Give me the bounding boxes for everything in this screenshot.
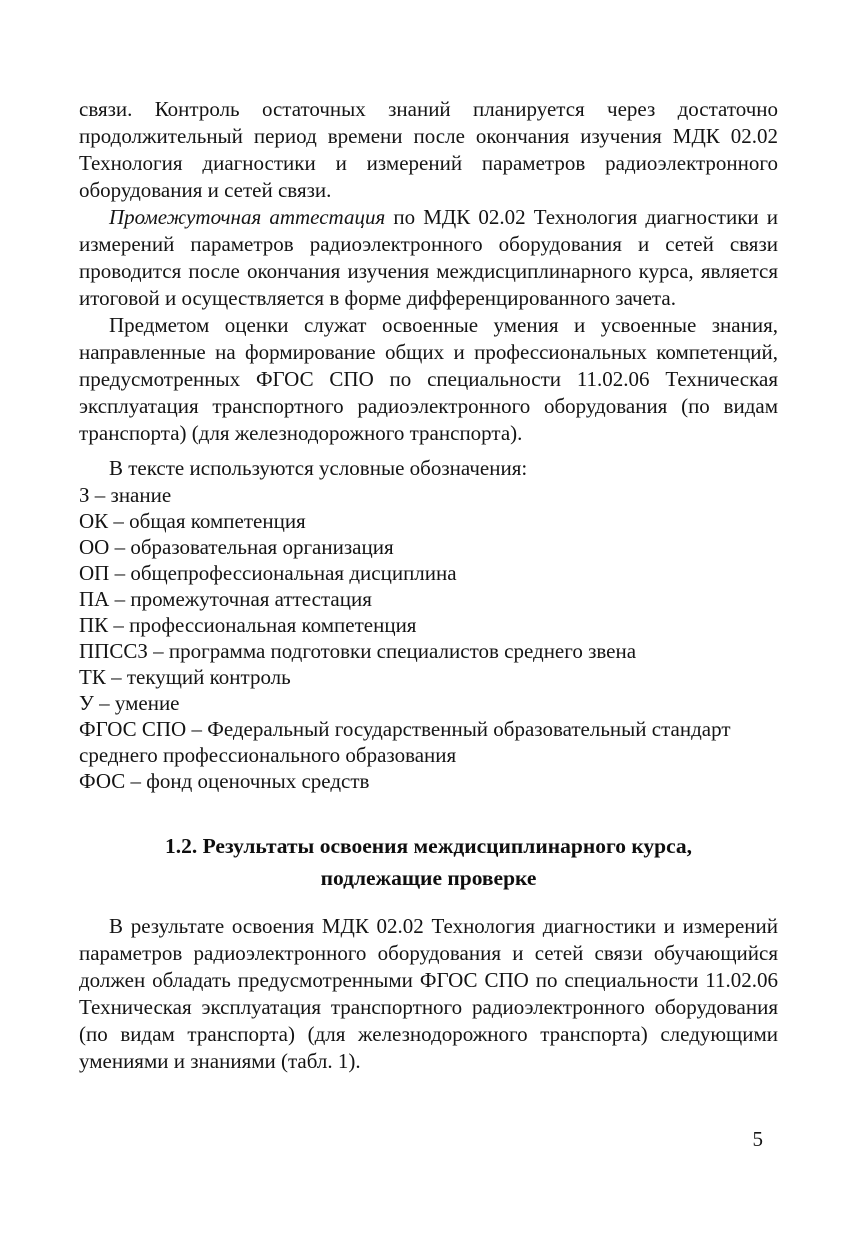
abbreviation-item-ok: ОК – общая компетенция (79, 509, 306, 533)
abbreviation-item-tk: ТК – текущий контроль (79, 665, 291, 689)
abbreviation-item-op: ОП – общепрофессиональная дисциплина (79, 561, 457, 585)
paragraph-residual-knowledge-control: связи. Контроль остаточных знаний планируется через достаточно продолжительный период времени после окончания изучения МДК 02.02 Технология диагностики и измерений параметров радиоэлектронного оборудования и сетей связи. (79, 97, 778, 202)
paragraph-interim-attestation (79, 204, 778, 312)
abbreviation-item-znanie: З – знание (79, 483, 172, 507)
page-number: 5 (752, 1127, 763, 1151)
interim-attestation-italic-lead: Промежуточная аттестация (109, 205, 386, 229)
abbreviation-item-pk: ПК – профессиональная компетенция (79, 613, 417, 637)
interim-attestation-rest: по МДК 02.02 Технология диагностики и измерений параметров радиоэлектронного оборудования и сетей связи проводится после окончания изучения междисциплинарного курса, является итоговой и осуществляется в форме дифференцированного зачета. (79, 205, 778, 310)
section-heading-line2: подлежащие проверке (320, 866, 537, 890)
abbreviation-item-pa: ПА – промежуточная аттестация (79, 587, 372, 611)
section-heading-line1: 1.2. Результаты освоения междисциплинарного курса, (164, 834, 693, 858)
page-content (79, 96, 778, 1075)
abbreviations-intro: В тексте используются условные обозначения: (109, 456, 528, 480)
paragraph-learning-outcomes: В результате освоения МДК 02.02 Технология диагностики и измерений параметров радиоэлектронного оборудования и сетей связи обучающийся должен обладать предусмотренными ФГОС СПО по специальности 11.02.06 Техническая эксплуатация транспортного радиоэлектронного оборудования (по видам транспорта) (для железнодорожного транспорта) следующими умениями и знаниями (табл. 1). (79, 914, 778, 1073)
abbreviation-item-oo: ОО – образовательная организация (79, 535, 394, 559)
abbreviation-item-ppssz: ППССЗ – программа подготовки специалистов среднего звена (79, 639, 637, 663)
abbreviation-item-fgos-spo: ФГОС СПО – Федеральный государственный образовательный стандарт среднего профессионального образования (79, 717, 731, 767)
section-heading-1-2 (79, 830, 778, 894)
abbreviation-item-fos: ФОС – фонд оценочных средств (79, 769, 370, 793)
abbreviations-list (79, 482, 778, 794)
paragraph-assessment-subject: Предметом оценки служат освоенные умения и усвоенные знания, направленные на формирование общих и профессиональных компетенций, предусмотренных ФГОС СПО по специальности 11.02.06 Техническая эксплуатация транспортного радиоэлектронного оборудования (по видам транспорта) (для железнодорожного транспорта). (79, 313, 778, 445)
abbreviation-item-u: У – умение (79, 691, 180, 715)
